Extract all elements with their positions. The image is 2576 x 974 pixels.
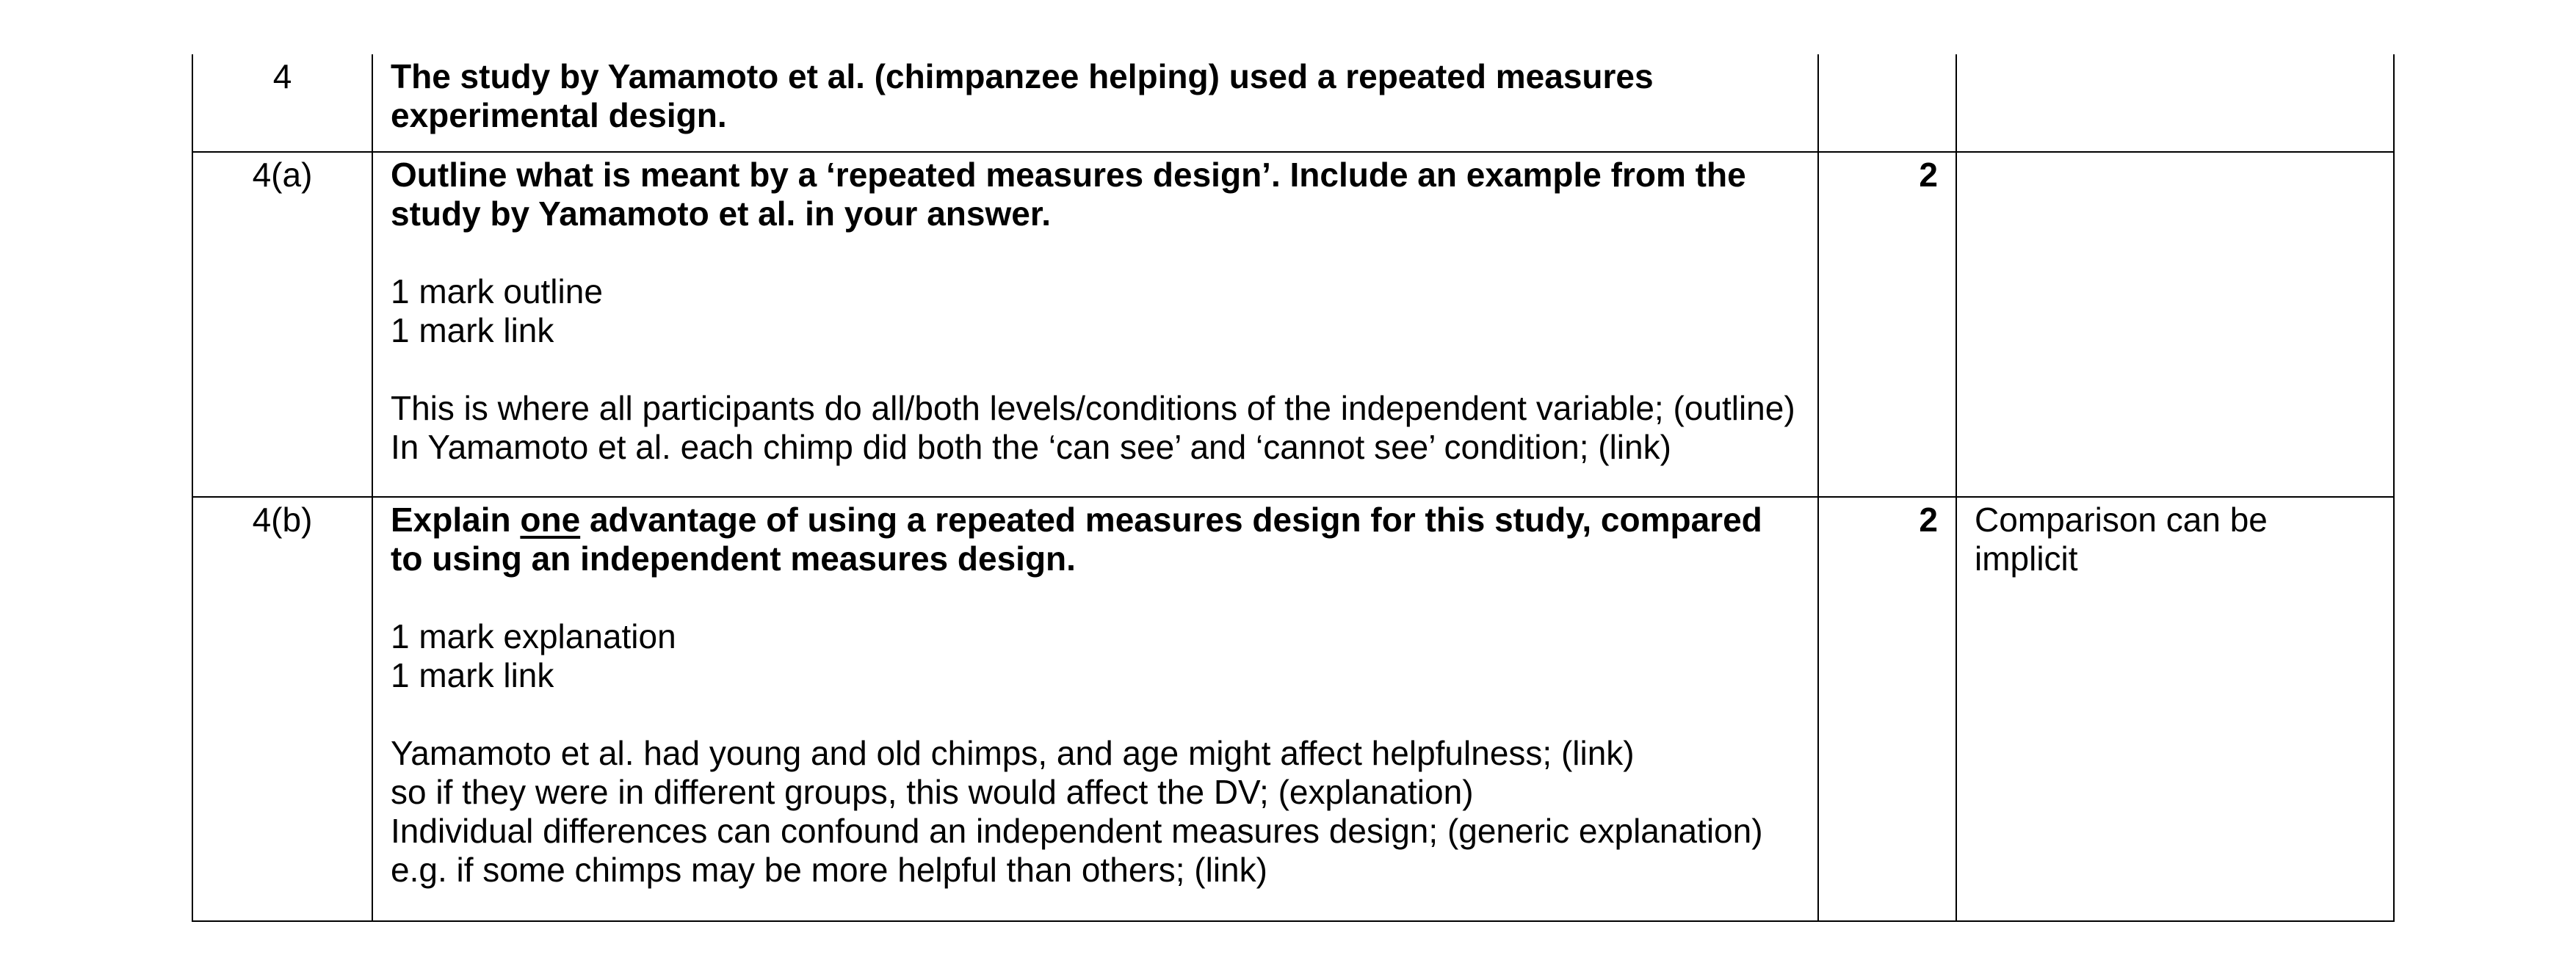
marks-cell: 2 (1818, 497, 1956, 921)
table-row-question-4b (192, 497, 2394, 921)
mark-scheme-table (192, 54, 2395, 922)
mark-allocation (391, 617, 1800, 695)
question-text: The study by Yamamoto et al. (chimpanzee helping) used a repeated measures experimental design. (391, 57, 1654, 134)
indicative-answer (391, 734, 1800, 890)
answer-line: Yamamoto et al. had young and old chimps, and age might affect helpfulness; (link) (391, 734, 1635, 772)
answer-line: In Yamamoto et al. each chimp did both the ‘can see’ and ‘cannot see’ condition; (link) (391, 428, 1671, 466)
guidance-cell (1956, 152, 2394, 497)
table-row-question-4 (192, 54, 2394, 152)
mark-allocation-line: 1 mark explanation (391, 617, 676, 655)
guidance-cell: Comparison can be implicit (1956, 497, 2394, 921)
answer-cell (372, 152, 1818, 497)
answer-line: e.g. if some chimps may be more helpful than others; (link) (391, 851, 1267, 889)
question-text: Outline what is meant by a ‘repeated measures design’. Include an example from the study by Yamamoto et al. in your answer. (391, 156, 1746, 233)
mark-allocation-line: 1 mark link (391, 311, 554, 349)
answer-cell (372, 54, 1818, 152)
mark-allocation-line: 1 mark outline (391, 272, 603, 310)
answer-cell (372, 497, 1818, 921)
marks-cell: 2 (1818, 152, 1956, 497)
mark-allocation (391, 272, 1800, 350)
question-text-pre: Explain (391, 501, 521, 539)
answer-line: Individual differences can confound an independent measures design; (generic explanation) (391, 812, 1763, 850)
table-row-question-4a (192, 152, 2394, 497)
indicative-answer (391, 389, 1800, 467)
answer-line: This is where all participants do all/both levels/conditions of the independent variable; (outline) (391, 389, 1795, 427)
marks-cell (1818, 54, 1956, 152)
question-text-emphasis: one (520, 501, 581, 539)
guidance-cell (1956, 54, 2394, 152)
answer-line: so if they were in different groups, this would affect the DV; (explanation) (391, 773, 1474, 811)
mark-allocation-line: 1 mark link (391, 656, 554, 694)
question-text-post: advantage of using a repeated measures design for this study, compared to using an independent measures design. (391, 501, 1762, 578)
question-number: 4(b) (192, 497, 372, 921)
question-text (391, 501, 1800, 578)
question-number: 4(a) (192, 152, 372, 497)
question-number: 4 (192, 54, 372, 152)
